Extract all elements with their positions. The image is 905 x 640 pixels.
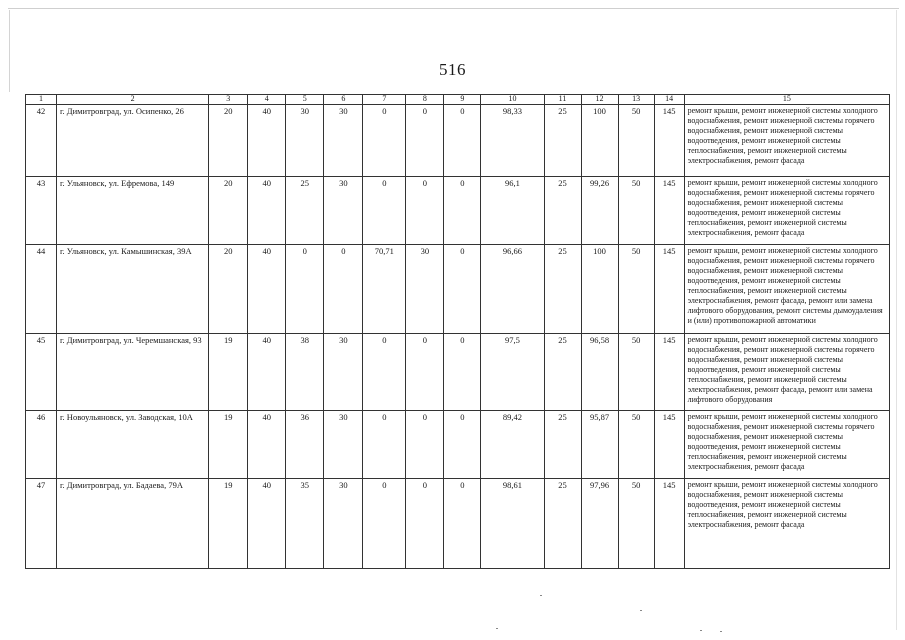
value-cell: 99,26 <box>581 177 618 245</box>
value-cell: 25 <box>544 245 581 334</box>
value-cell: 145 <box>654 245 684 334</box>
value-cell: 50 <box>618 334 654 411</box>
value-cell: 100 <box>581 105 618 177</box>
value-cell: 96,58 <box>581 334 618 411</box>
value-cell: 50 <box>618 177 654 245</box>
row-number: 45 <box>26 334 57 411</box>
value-cell: 40 <box>248 411 286 479</box>
value-cell: 145 <box>654 105 684 177</box>
value-cell: 40 <box>248 334 286 411</box>
value-cell: 20 <box>209 177 248 245</box>
scan-edge-right <box>896 10 897 630</box>
value-cell: 50 <box>618 411 654 479</box>
value-cell: 25 <box>544 479 581 569</box>
value-cell: 36 <box>286 411 324 479</box>
value-cell: 0 <box>444 105 481 177</box>
work-list-cell: ремонт крыши, ремонт инженерной системы холодного водоснабжения, ремонт инженерной системы горячего водоснабжения, ремонт инженерной системы водоотведения, ремонт инженерной системы теплоснабжения, ремонт инженерной системы электроснабжения, ремонт фасада <box>684 105 889 177</box>
value-cell: 0 <box>363 105 406 177</box>
value-cell: 0 <box>406 479 444 569</box>
work-list-cell: ремонт крыши, ремонт инженерной системы холодного водоснабжения, ремонт инженерной системы горячего водоснабжения, ремонт инженерной системы водоотведения, ремонт инженерной системы теплоснабжения, ремонт инженерной системы электроснабжения, ремонт фасада <box>684 411 889 479</box>
value-cell: 0 <box>363 479 406 569</box>
table-row <box>26 105 890 177</box>
value-cell: 0 <box>444 245 481 334</box>
table-row <box>26 411 890 479</box>
address-cell: г. Ульяновск, ул. Камышинская, 39А <box>57 245 209 334</box>
value-cell: 96,1 <box>481 177 544 245</box>
value-cell: 89,42 <box>481 411 544 479</box>
value-cell: 98,33 <box>481 105 544 177</box>
scan-speck <box>540 595 542 596</box>
value-cell: 30 <box>324 411 363 479</box>
page-number: 516 <box>439 60 466 79</box>
col-header: 11 <box>544 95 581 105</box>
value-cell: 25 <box>544 411 581 479</box>
col-header: 12 <box>581 95 618 105</box>
value-cell: 40 <box>248 245 286 334</box>
address-cell: г. Димитровград, ул. Черемшанская, 93 <box>57 334 209 411</box>
address-cell: г. Ульяновск, ул. Ефремова, 149 <box>57 177 209 245</box>
value-cell: 97,5 <box>481 334 544 411</box>
value-cell: 0 <box>324 245 363 334</box>
value-cell: 50 <box>618 245 654 334</box>
value-cell: 0 <box>444 334 481 411</box>
value-cell: 145 <box>654 479 684 569</box>
value-cell: 30 <box>406 245 444 334</box>
table-row <box>26 177 890 245</box>
value-cell: 35 <box>286 479 324 569</box>
value-cell: 145 <box>654 177 684 245</box>
col-header: 7 <box>363 95 406 105</box>
col-header: 5 <box>286 95 324 105</box>
col-header: 15 <box>684 95 889 105</box>
work-list-cell: ремонт крыши, ремонт инженерной системы холодного водоснабжения, ремонт инженерной системы горячего водоснабжения, ремонт инженерной системы водоотведения, ремонт инженерной системы теплоснабжения, ремонт инженерной системы электроснабжения, ремонт фасада, ремонт или замена лифтового оборудования, ремонт системы дымоудаления и (или) противопожарной автоматики <box>684 245 889 334</box>
row-number: 44 <box>26 245 57 334</box>
col-header: 1 <box>26 95 57 105</box>
col-header: 6 <box>324 95 363 105</box>
value-cell: 0 <box>406 105 444 177</box>
row-number: 43 <box>26 177 57 245</box>
value-cell: 38 <box>286 334 324 411</box>
value-cell: 40 <box>248 479 286 569</box>
col-header: 3 <box>209 95 248 105</box>
col-header: 10 <box>481 95 544 105</box>
value-cell: 25 <box>544 105 581 177</box>
value-cell: 30 <box>286 105 324 177</box>
header-row <box>26 95 890 105</box>
address-cell: г. Димитровград, ул. Осипенко, 26 <box>57 105 209 177</box>
value-cell: 25 <box>544 177 581 245</box>
value-cell: 95,87 <box>581 411 618 479</box>
value-cell: 50 <box>618 479 654 569</box>
value-cell: 98,61 <box>481 479 544 569</box>
value-cell: 70,71 <box>363 245 406 334</box>
value-cell: 0 <box>363 411 406 479</box>
scan-speck <box>496 628 498 629</box>
value-cell: 100 <box>581 245 618 334</box>
col-header: 13 <box>618 95 654 105</box>
value-cell: 96,66 <box>481 245 544 334</box>
value-cell: 25 <box>544 334 581 411</box>
value-cell: 145 <box>654 411 684 479</box>
value-cell: 0 <box>406 334 444 411</box>
value-cell: 0 <box>444 479 481 569</box>
value-cell: 0 <box>363 334 406 411</box>
value-cell: 0 <box>406 411 444 479</box>
value-cell: 40 <box>248 105 286 177</box>
value-cell: 0 <box>363 177 406 245</box>
scan-speck <box>640 610 642 611</box>
value-cell: 40 <box>248 177 286 245</box>
table-row <box>26 479 890 569</box>
value-cell: 0 <box>444 411 481 479</box>
value-cell: 25 <box>286 177 324 245</box>
value-cell: 145 <box>654 334 684 411</box>
col-header: 2 <box>57 95 209 105</box>
value-cell: 20 <box>209 245 248 334</box>
registry-table <box>25 94 890 569</box>
work-list-cell: ремонт крыши, ремонт инженерной системы холодного водоснабжения, ремонт инженерной системы горячего водоснабжения, ремонт инженерной системы водоотведения, ремонт инженерной системы теплоснабжения, ремонт инженерной системы электроснабжения, ремонт фасада <box>684 177 889 245</box>
value-cell: 30 <box>324 105 363 177</box>
value-cell: 20 <box>209 105 248 177</box>
value-cell: 30 <box>324 334 363 411</box>
col-header: 14 <box>654 95 684 105</box>
work-list-cell: ремонт крыши, ремонт инженерной системы холодного водоснабжения, ремонт инженерной системы водоотведения, ремонт инженерной системы теплоснабжения, ремонт инженерной системы электроснабжения, ремонт фасада <box>684 479 889 569</box>
value-cell: 30 <box>324 479 363 569</box>
row-number: 46 <box>26 411 57 479</box>
value-cell: 0 <box>406 177 444 245</box>
col-header: 8 <box>406 95 444 105</box>
table-row <box>26 334 890 411</box>
value-cell: 19 <box>209 334 248 411</box>
col-header: 4 <box>248 95 286 105</box>
row-number: 47 <box>26 479 57 569</box>
value-cell: 19 <box>209 479 248 569</box>
scan-speck <box>720 631 722 632</box>
value-cell: 30 <box>324 177 363 245</box>
value-cell: 0 <box>444 177 481 245</box>
value-cell: 50 <box>618 105 654 177</box>
scan-speck <box>700 630 702 631</box>
work-list-cell: ремонт крыши, ремонт инженерной системы холодного водоснабжения, ремонт инженерной системы горячего водоснабжения, ремонт инженерной системы водоотведения, ремонт инженерной системы теплоснабжения, ремонт инженерной системы электроснабжения, ремонт фасада, ремонт или замена лифтового оборудования <box>684 334 889 411</box>
value-cell: 19 <box>209 411 248 479</box>
address-cell: г. Новоульяновск, ул. Заводская, 10А <box>57 411 209 479</box>
row-number: 42 <box>26 105 57 177</box>
value-cell: 0 <box>286 245 324 334</box>
table-row <box>26 245 890 334</box>
col-header: 9 <box>444 95 481 105</box>
scan-edge-top <box>8 8 899 9</box>
value-cell: 97,96 <box>581 479 618 569</box>
address-cell: г. Димитровград, ул. Бадаева, 79А <box>57 479 209 569</box>
